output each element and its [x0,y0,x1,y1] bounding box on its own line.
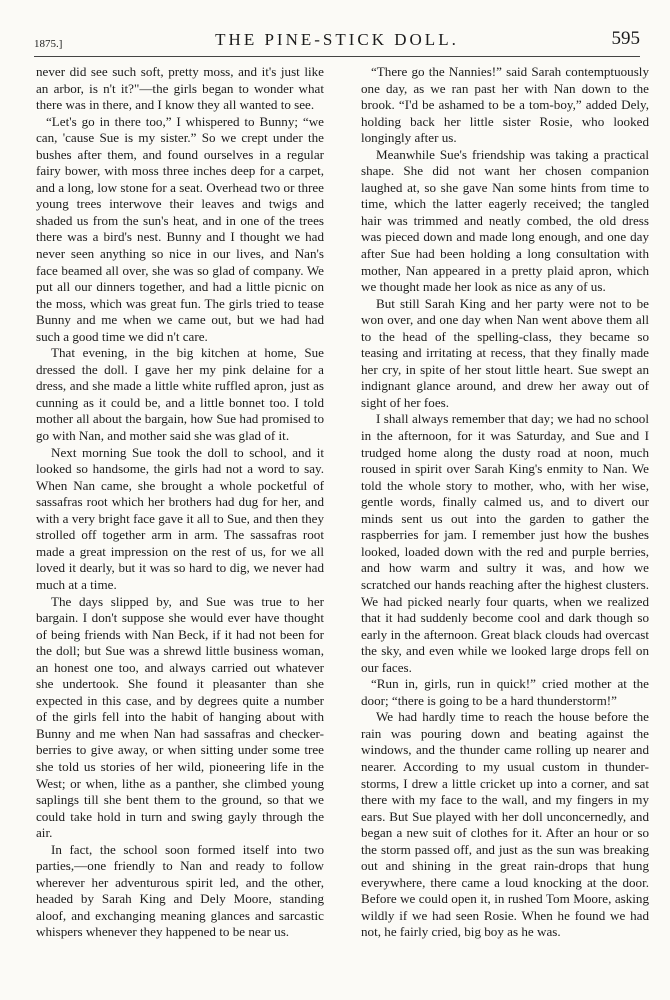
paragraph: Next morning Sue took the doll to school, and it looked so handsome, the girls had not a word to say. When Nan came, she brought a whole pocketful of sassafras root which her brothers had dug for her, and with a very bright face gave it all to Sue, and then they strolled off together arm in arm. The sassafras root made a great impression on the rest of us, for we all loved it dearly, but it was so hard to dig, we never had much at a time. [36,444,324,592]
paragraph: In fact, the school soon formed itself into two parties,—one friendly to Nan and ready to follow wherever her adventurous spirit led, and the other, headed by Sarah King and Dely Moore, standing aloof, and exchanging meaning glances and sarcastic whispers whenever they happened to be near us. [36,841,324,940]
right-column [361,64,649,941]
paragraph: Meanwhile Sue's friendship was taking a practical shape. She did not want her chosen companion laughed at, so she gave Nan some hints from time to time, which the latter eagerly received; the tangled hair was trimmed and neatly combed, the old dress was pieced down and made long enough, and one day after Sue had been holding a long consultation with mother, Nan appeared in a pretty plaid apron, which we thought made her look as nice as any of us. [361,146,649,295]
page-number: 595 [611,28,640,49]
paragraph: That evening, in the big kitchen at home, Sue dressed the doll. I gave her my pink delaine for a dress, and she made a little white ruffled apron, just as cunning as it could be, and a little bonnet too. I told mother all about the bargain, how Sue had promised to go with Nan, and mother said she was glad of it. [36,345,324,444]
left-column [36,64,324,941]
issue-date: 1875.] [34,38,63,50]
running-header [34,26,640,57]
paragraph: The days slipped by, and Sue was true to her bargain. I don't suppose she would ever have thought of being friends with Nan Beck, if it had not been for the doll; but Sue was a shrewd little business woman, an honest one too, and always carried out whatever she undertook. She found it pleasanter than she expected in this case, and by degrees quite a number of the girls fell into the habit of hanging about with Bunny and me when Nan had sassafras and checker-berries to give away, or when sitting under some tree she told us stories of her wild, pioneering life in the West; or when, lithe as a panther, she climbed young saplings till she bent them to the ground, so that we could take hold in turn and swing gayly through the air. [36,593,324,841]
paragraph: We had hardly time to reach the house before the rain was pouring down and beating against the windows, and the thunder came rolling up nearer and nearer. According to my usual custom in thunder-storms, I drew a little cricket up into a corner, and sat there with my face to the wall, and my fingers in my ears. But Sue played with her doll unconcernedly, and began a new suit of clothes for it. After an hour or so the storm passed off, and just as the sun was breaking out and shining in the great rain-drops that hung everywhere, there came a loud knocking at the door. Before we could open it, in rushed Tom Moore, asking wildly if we had seen Rosie. When he found we had not, he fairly cried, big boy as he was. [361,709,649,940]
paragraph: “Run in, girls, run in quick!” cried mother at the door; “there is going to be a hard thunderstorm!” [361,676,649,708]
paragraph: I shall always remember that day; we had no school in the afternoon, for it was Saturday, and Sue and I trudged home along the dusty road at noon, much roused in spirit over Sarah King's enmity to Nan. We told the whole story to mother, who, with her wise, gentle words, finally calmed us, and to divert our minds sent us out into the garden to gather the raspberries for jam. I remember just how the bushes looked, loaded down with the red and purple berries, and how warm and sultry it was, and how we scratched our hands reaching after the highest clusters. We had picked nearly four quarts, when we realized that it had suddenly become cool and dark though so early in the afternoon. Great black clouds had overcast the sky, and even while we looked large drops fell on our faces. [361,411,649,675]
paragraph: never did see such soft, pretty moss, and it's just like an arbor, is n't it?"—the girls began to wonder what there was in there, and I know they all wanted to see. [36,64,324,113]
paragraph: But still Sarah King and her party were not to be won over, and one day when Nan went above them all to the head of the spelling-class, they became so teasing and irritating at recess, that they finally made her cry, in spite of her stout little heart. Sue swept an indignant glance around, and drew her away out of sight of her foes. [361,295,649,410]
paragraph: “Let's go in there too,” I whispered to Bunny; “we can, 'cause Sue is my sister.” So we crept under the bushes after them, and found ourselves in a regular fairy bower, with moss three inches deep for a carpet, and a long, low stone for a seat. Overhead two or three young trees interwove their leaves and twigs and shaded us from the sun's heat, and in one of the trees there was a bird's nest. Bunny and I thought we had never seen anything so nice in our lives, and Nan's face beamed all over, she was so glad of company. We put all our dinners together, and had a little picnic on the moss, which was great fun. The girls tried to tease Bunny and me when we came out, but we had had such a good time we did n't care. [36,113,324,344]
running-title: THE PINE-STICK DOLL. [215,30,459,49]
paragraph: “There go the Nannies!” said Sarah contemptuously one day, as we ran past her with Nan down to the brook. “I'd be ashamed to be a tom-boy,” added Dely, holding back her little sister Rosie, who looked longingly after us. [361,64,649,146]
